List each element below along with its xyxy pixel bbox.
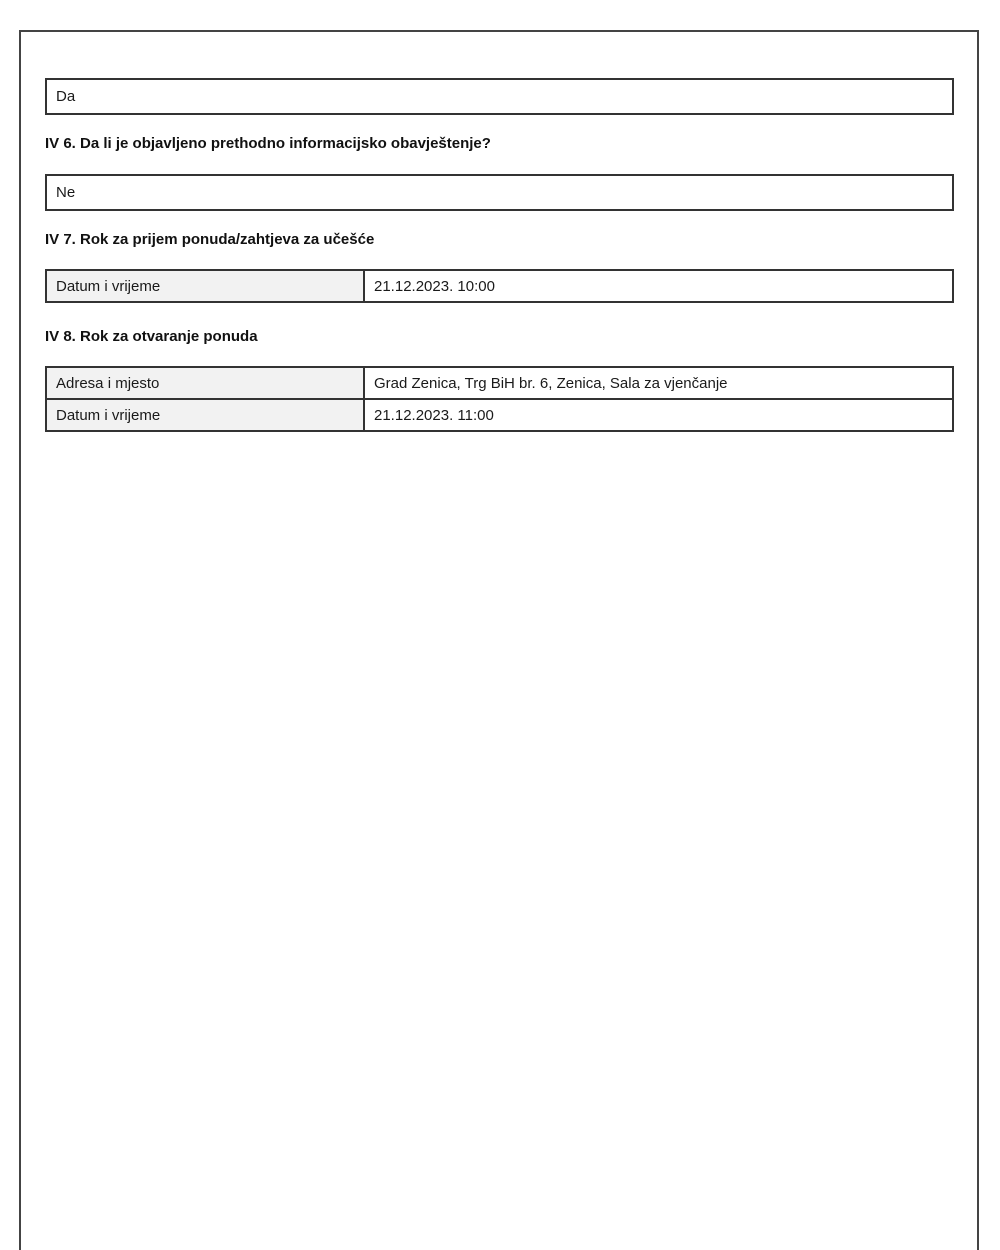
section-iv6-answer-box <box>45 174 954 211</box>
section-iv6-heading: IV 6. Da li je objavljeno prethodno informacijsko obavještenje? <box>45 135 491 152</box>
table-row <box>46 367 953 399</box>
document-page <box>19 30 979 1250</box>
section-iv8-table <box>45 366 954 432</box>
row-value: 21.12.2023. 10:00 <box>364 270 953 302</box>
table-row <box>46 270 953 302</box>
row-value: 21.12.2023. 11:00 <box>364 399 953 431</box>
row-label: Adresa i mjesto <box>46 367 364 399</box>
previous-answer-box <box>45 78 954 115</box>
section-iv7-table <box>45 269 954 303</box>
row-value: Grad Zenica, Trg BiH br. 6, Zenica, Sala za vjenčanje <box>364 367 953 399</box>
table-row <box>46 399 953 431</box>
row-label: Datum i vrijeme <box>46 270 364 302</box>
row-label: Datum i vrijeme <box>46 399 364 431</box>
section-iv6-answer-text: Ne <box>56 184 76 201</box>
section-iv8-heading: IV 8. Rok za otvaranje ponuda <box>45 328 258 345</box>
section-iv7-heading: IV 7. Rok za prijem ponuda/zahtjeva za učešće <box>45 231 375 248</box>
previous-answer-text: Da <box>56 88 76 105</box>
